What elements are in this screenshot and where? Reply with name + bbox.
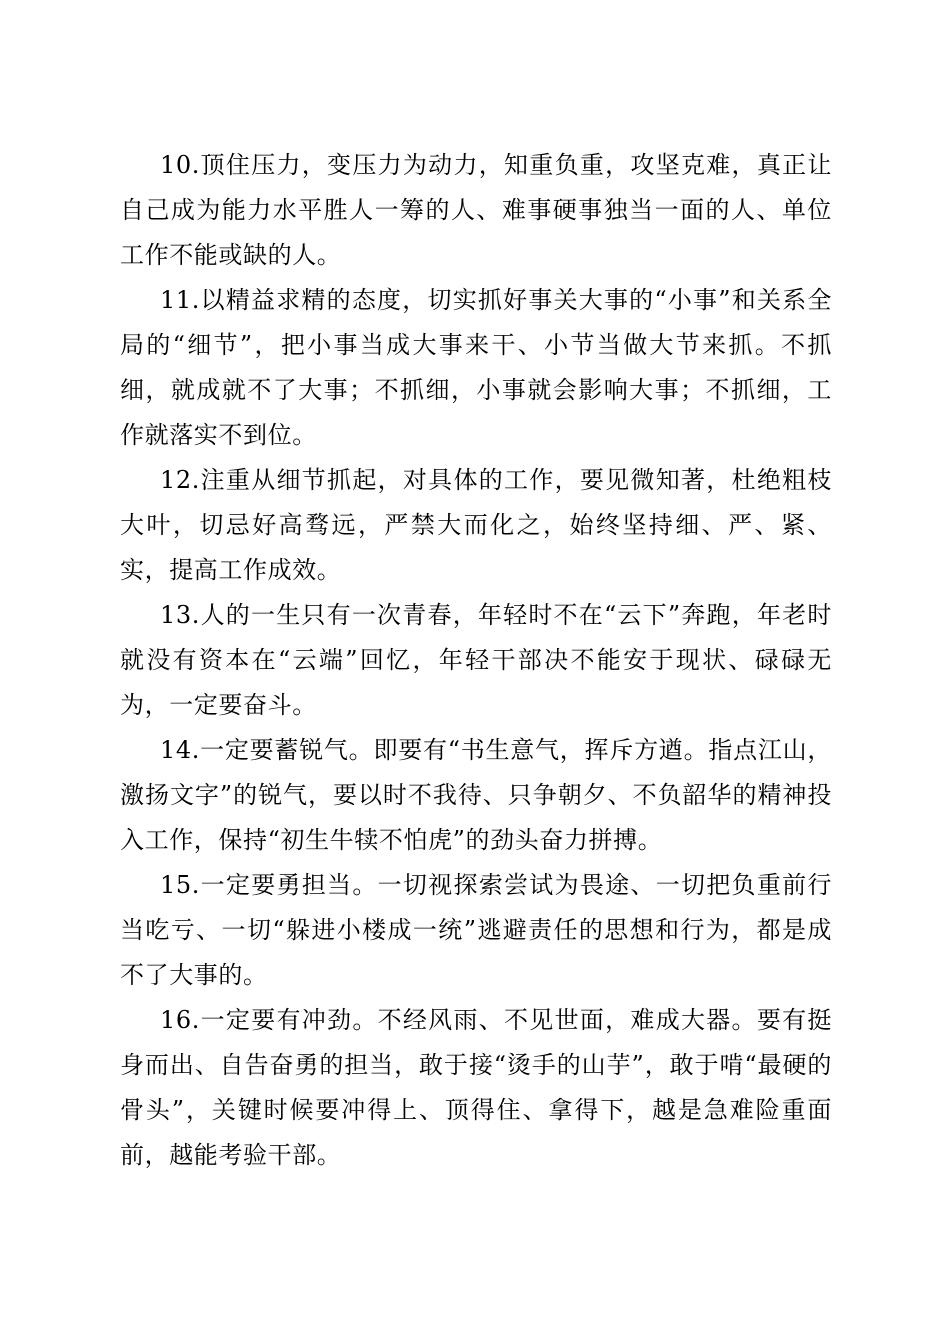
- paragraph-14: 14.一定要蓄锐气。即要有“书生意气，挥斥方遒。指点江山，激扬文字”的锐气，要以时不我待、只争朝夕、不负韶华的精神投入工作，保持“初生牛犊不怕虎”的劲头奋力拼搏。: [120, 736, 832, 854]
- document-body: [120, 143, 832, 1178]
- paragraph-15: 15.一定要勇担当。一切视探索尝试为畏途、一切把负重前行当吃亏、一切“躲进小楼成一统”逃避责任的思想和行为，都是成不了大事的。: [120, 871, 832, 989]
- paragraph-10: 10.顶住压力，变压力为动力，知重负重，攻坚克难，真正让自己成为能力水平胜人一筹的人、难事硬事独当一面的人、单位工作不能或缺的人。: [120, 151, 832, 269]
- paragraph-12: 12.注重从细节抓起，对具体的工作，要见微知著，杜绝粗枝大叶，切忌好高骛远，严禁大而化之，始终坚持细、严、紧、实，提高工作成效。: [120, 466, 832, 584]
- paragraph-16: 16.一定要有冲劲。不经风雨、不见世面，难成大器。要有挺身而出、自告奋勇的担当，敢于接“烫手的山芋”，敢于啃“最硬的骨头”，关键时候要冲得上、顶得住、拿得下，越是急难险重面前，越能考验干部。: [120, 1006, 832, 1169]
- paragraph-11: 11.以精益求精的态度，切实抓好事关大事的“小事”和关系全局的“细节”，把小事当成大事来干、小节当做大节来抓。不抓细，就成就不了大事；不抓细，小事就会影响大事；不抓细，工作就落实不到位。: [120, 286, 832, 449]
- paragraph-13: 13.人的一生只有一次青春，年轻时不在“云下”奔跑，年老时就没有资本在“云端”回忆，年轻干部决不能安于现状、碌碌无为，一定要奋斗。: [120, 601, 832, 719]
